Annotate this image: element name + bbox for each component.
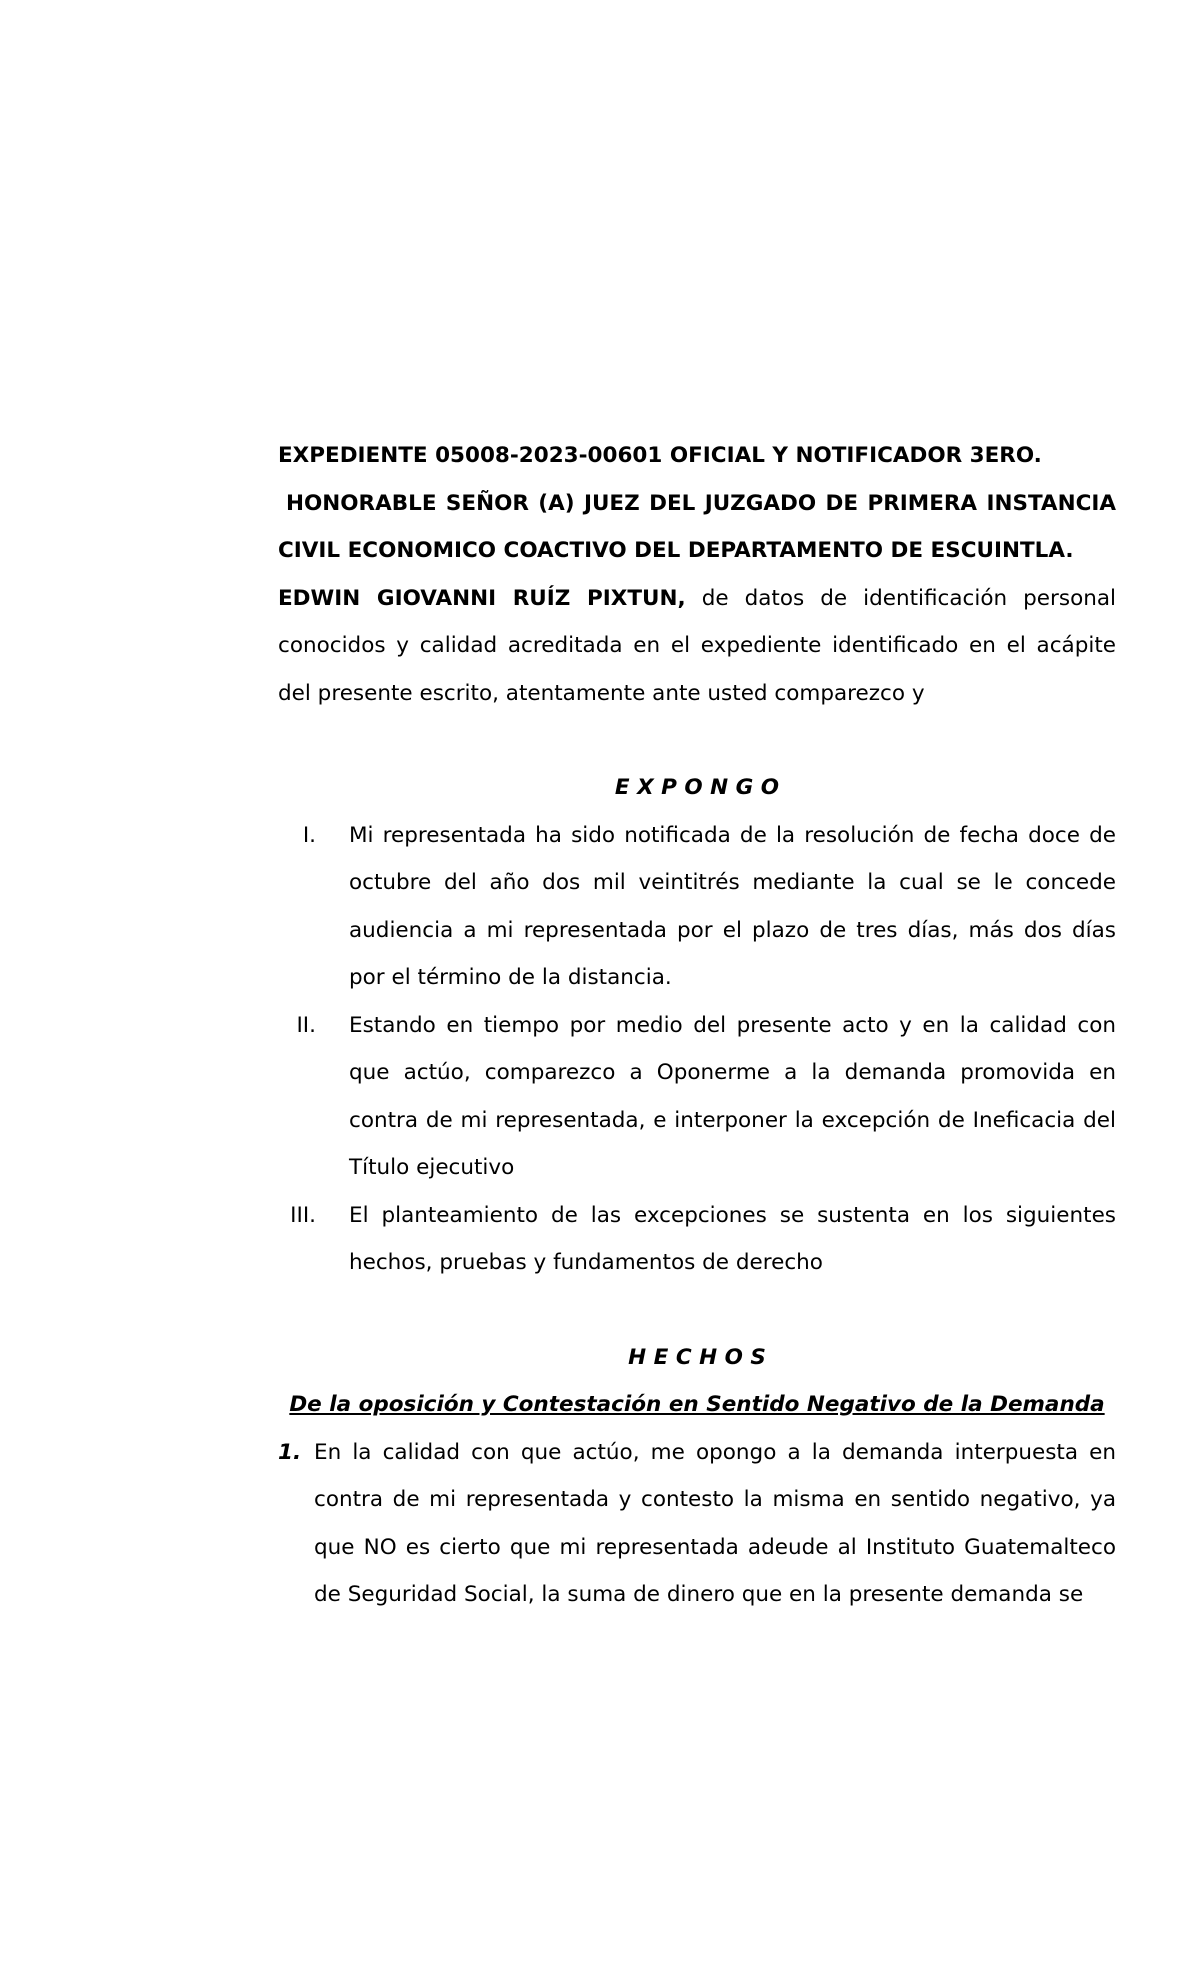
- hechos-subheading: De la oposición y Contestación en Sentido Negativo de la Demanda: [289, 1392, 1105, 1417]
- list-item: [278, 1192, 1116, 1287]
- list-item: [278, 1429, 1116, 1619]
- spacer: [278, 1287, 1116, 1334]
- list-item-text: En la calidad con que actúo, me opongo a la demanda interpuesta en contra de mi representada y contesto la misma en sentido negativo, ya que NO es cierto que mi representada adeude al Instituto Guatemalteco de Seguridad Social, la suma de dinero que en la presente demanda se: [314, 1439, 1116, 1607]
- list-item-number: III.: [290, 1202, 316, 1228]
- document-page: [278, 432, 1116, 1619]
- hechos-heading: H E C H O S: [628, 1344, 766, 1370]
- address-line-2: CIVIL ECONOMICO COACTIVO DEL DEPARTAMENTO DE ESCUINTLA.: [278, 538, 1074, 563]
- spacer: [278, 717, 1116, 764]
- expongo-list: [278, 812, 1116, 1287]
- intro-paragraph: [278, 575, 1116, 718]
- list-item-text: Mi representada ha sido notificada de la resolución de fecha doce de octubre del año dos mil veintitrés mediante la cual se le concede audiencia a mi representada por el plazo de tres días, más dos días por el término de la distancia.: [349, 822, 1116, 990]
- list-item: [278, 812, 1116, 1002]
- list-item: [278, 1002, 1116, 1192]
- expongo-heading: E X P O N G O: [614, 775, 780, 800]
- list-item-number: I.: [302, 822, 316, 848]
- list-item-number: II.: [296, 1012, 316, 1038]
- intro-name: EDWIN GIOVANNI RUÍZ PIXTUN,: [278, 585, 686, 611]
- expediente-line: EXPEDIENTE 05008-2023-00601 OFICIAL Y NOTIFICADOR 3ERO.: [278, 443, 1042, 468]
- intro-text: de datos de identificación personal conocidos y calidad acreditada en el expediente identificado en el acápite del presente escrito, atentamente ante usted comparezco y: [278, 585, 1116, 706]
- list-item-text: Estando en tiempo por medio del presente acto y en la calidad con que actúo, comparezco a Oponerme a la demanda promovida en contra de mi representada, e interponer la excepción de Ineficacia del Título ejecutivo: [349, 1012, 1116, 1180]
- address-line-1: HONORABLE SEÑOR (A) JUEZ DEL JUZGADO DE PRIMERA INSTANCIA: [286, 490, 1116, 516]
- list-item-number: 1.: [278, 1439, 302, 1465]
- list-item-text: El planteamiento de las excepciones se sustenta en los siguientes hechos, pruebas y fundamentos de derecho: [349, 1202, 1116, 1275]
